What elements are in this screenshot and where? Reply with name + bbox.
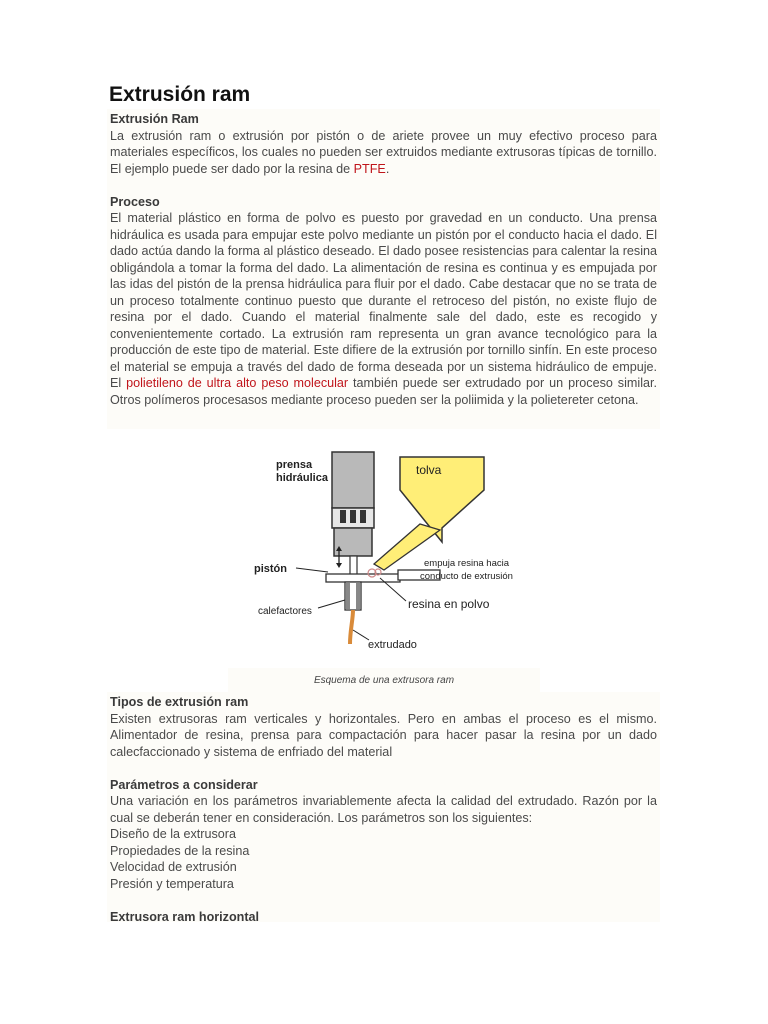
press-slot-3 [360, 510, 366, 523]
proceso-suffix: también puede ser extrudado por un proceso similar. Otros polímeros procesasos mediante proceso pueden ser la poliimida y la polietereter cetona. [110, 376, 657, 407]
extrudate [350, 610, 353, 644]
uhmwpe-link[interactable]: polietileno de ultra alto peso molecular [126, 376, 349, 390]
figure-caption: Esquema de una extrusora ram [313, 675, 455, 686]
hopper [400, 457, 484, 542]
press-lower [334, 528, 372, 556]
intro-suffix: . [385, 161, 390, 176]
section-heading-proceso: Proceso [110, 194, 160, 209]
section-heading-horizontal: Extrusora ram horizontal [110, 910, 260, 925]
heater-left [346, 583, 350, 609]
leader-piston [296, 568, 328, 572]
section-heading-parametros: Parámetros a considerar [110, 777, 258, 792]
list-item: Presión y temperatura [110, 877, 234, 892]
proceso-text: El material plástico en forma de polvo es puesto por gravedad en un conducto. Una prensa hidráulica es usada para empujar este polvo mediante un pistón por el conducto hacia el dado. El dado actúa dando la forma al plástico deseado. El dado posee resistencias para calentar la resina obligándola a tomar la forma del dado. La alimentación de resina es continua y es empujada por las idas del pistón de la prensa hidráulica para fluir por el dado. Cabe destacar que no se trata de un proceso totalmente continuo puesto que durante el retroceso del pistón, no existe flujo de resina por el dado. Cuando el material finalmente sale del dado, este es recogido y convenientemente cortado. La extrusión ram representa un gran avance tecnológico para la producción de este tipo de material. Este difiere de la extrusión por tornillo sinfín. En este proceso el material se empuja a través del dado de forma deseada por un sistema hidráulico de empuje. El [110, 211, 657, 390]
label-calefactores: calefactores [258, 606, 312, 617]
list-item: Propiedades de la resina [110, 843, 250, 858]
label-tolva: tolva [416, 463, 442, 477]
figure [228, 430, 540, 692]
leader-calefactores [318, 600, 345, 608]
list-item: Diseño de la extrusora [110, 827, 237, 841]
label-prensa: prensa [276, 459, 313, 471]
section-heading-tipos: Tipos de extrusión ram [110, 695, 249, 709]
types-section [107, 692, 660, 925]
list-item: Velocidad de extrusión [110, 860, 237, 875]
ram-extruder-diagram [228, 430, 540, 668]
intro-text: La extrusión ram o extrusión por pistón o de ariete provee un muy efectivo proceso para materiales específicos, los cuales no pueden ser extruidos mediante extrusoras típicas de tornillo. El ejemplo puede ser dado por la resina de [110, 128, 657, 176]
press-cylinder [332, 452, 374, 508]
parametros-list [110, 826, 657, 893]
ptfe-link[interactable]: PTFE [353, 161, 386, 176]
section-heading-extrusion-ram: Extrusión Ram [110, 112, 199, 126]
leader-extrudado [353, 630, 369, 640]
label-resina: resina en polvo [408, 597, 490, 611]
intro-paragraph [110, 128, 657, 178]
barrel [326, 574, 400, 582]
intro-section [107, 109, 660, 429]
label-piston: pistón [254, 563, 287, 575]
label-empuja-2: conducto de extrusión [420, 571, 513, 582]
heater-right [356, 583, 360, 609]
parametros-paragraph: Una variación en los parámetros invariablemente afecta la calidad del extrudado. Razón por la cual se deberán tener en consideración. Los parámetros son los siguientes: [110, 794, 657, 825]
press-slot-2 [350, 510, 356, 523]
piston-rod [350, 556, 357, 576]
label-empuja-1: empuja resina hacia [424, 558, 510, 569]
label-hidraulica: hidráulica [276, 472, 328, 484]
press-slot-1 [340, 510, 346, 523]
label-extrudado: extrudado [368, 639, 417, 651]
piston-arrow-down [336, 563, 342, 568]
proceso-paragraph [110, 210, 657, 408]
page-title: Extrusión ram [109, 83, 251, 106]
tipos-paragraph: Existen extrusoras ram verticales y horizontales. Pero en ambas el proceso es el mismo. Alimentador de resina, prensa para compactación para hacer pasar la resina por un dado calecfaccionado y sistema de enfriado del material [110, 711, 657, 759]
